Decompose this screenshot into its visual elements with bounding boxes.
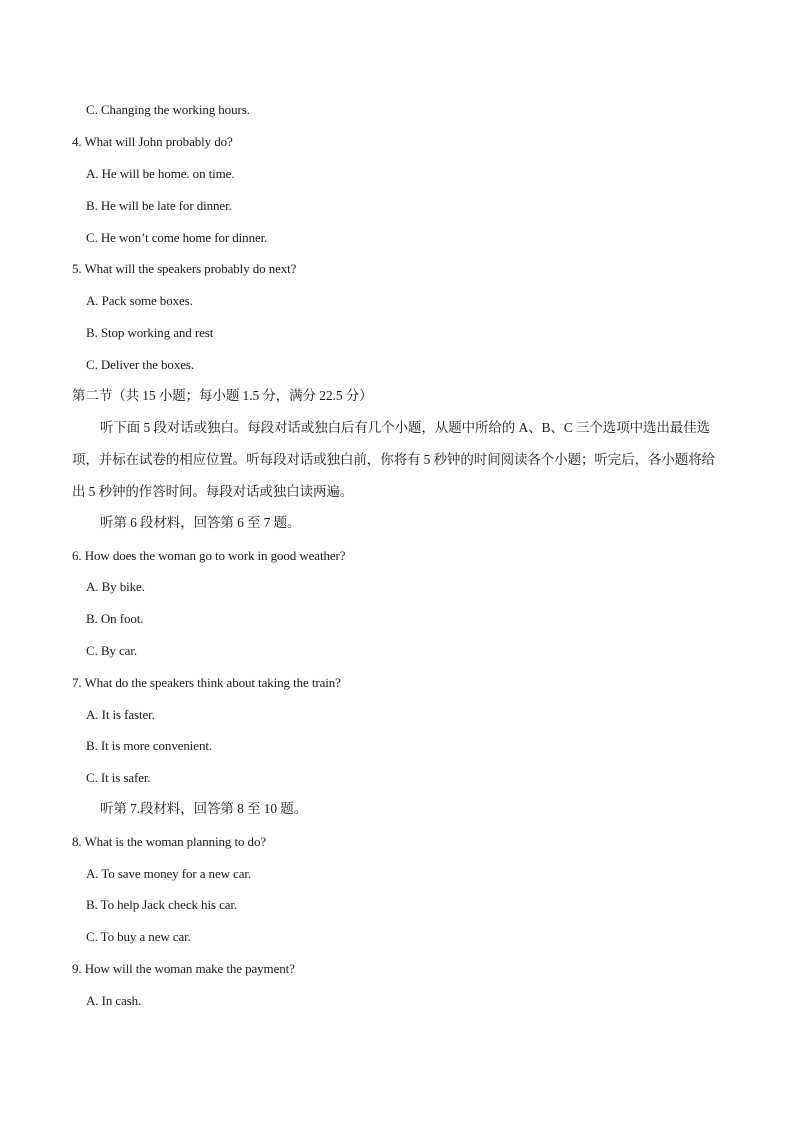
q8-option-a: A. To save money for a new car.: [86, 866, 252, 881]
q3-option-c: C. Changing the working hours.: [86, 102, 250, 117]
q7-option-c: C. It is safer.: [86, 770, 151, 785]
q8-question: 8. What is the woman planning to do?: [72, 834, 267, 849]
q9-option-a: A. In cash.: [86, 993, 142, 1008]
section-2-instructions: 听下面 5 段对话或独白。每段对话或独白后有几个小题，从题中所给的 A、B、C 三个选项中选出最佳选项，并标在试卷的相应位置。听每段对话或独白前，你将有 5 秒钟的时间阅读各个小题；听完后，各小题将给出 5 秒钟的作答时间。每段对话或独白读两遍。: [72, 420, 715, 499]
q4-option-c: C. He won’t come home for dinner.: [86, 230, 268, 245]
q6-question: 6. How does the woman go to work in good weather?: [72, 548, 346, 563]
q6-option-b: B. On foot.: [86, 611, 144, 626]
q4-option-b: B. He will be late for dinner.: [86, 198, 232, 213]
material-6-heading: 听第 6 段材料，回答第 6 至 7 题。: [100, 515, 301, 530]
q8-option-b: B. To help Jack check his car.: [86, 897, 238, 912]
material-7-heading: 听第 7.段材料，回答第 8 至 10 题。: [100, 801, 308, 816]
q4-option-a: A. He will be home. on time.: [86, 166, 235, 181]
q9-question: 9. How will the woman make the payment?: [72, 961, 295, 976]
q4-question: 4. What will John probably do?: [72, 134, 233, 149]
q5-option-a: A. Pack some boxes.: [86, 293, 193, 308]
q5-option-c: C. Deliver the boxes.: [86, 357, 195, 372]
q6-option-c: C. By car.: [86, 643, 137, 658]
q5-option-b: B. Stop working and rest: [86, 325, 214, 340]
q8-option-c: C. To buy a new car.: [86, 929, 191, 944]
q7-option-a: A. It is faster.: [86, 707, 155, 722]
q5-question: 5. What will the speakers probably do next?: [72, 261, 297, 276]
q6-option-a: A. By bike.: [86, 579, 145, 594]
q7-question: 7. What do the speakers think about taking the train?: [72, 675, 341, 690]
q7-option-b: B. It is more convenient.: [86, 738, 213, 753]
section-2-title: 第二节（共 15 小题；每小题 1.5 分，满分 22.5 分）: [72, 388, 373, 403]
